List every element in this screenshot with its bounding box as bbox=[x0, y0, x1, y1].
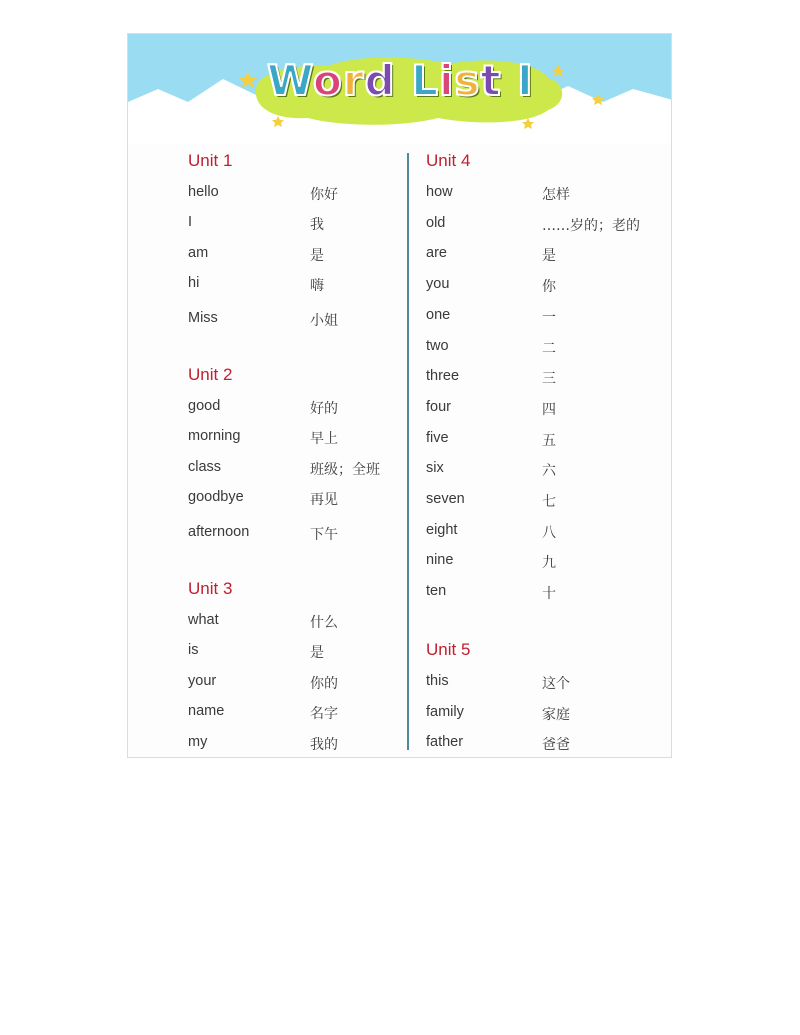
chinese-meaning: 这个 bbox=[542, 676, 570, 692]
english-word: am bbox=[188, 244, 209, 261]
chinese-meaning: 十 bbox=[542, 586, 556, 603]
chinese-meaning: 是 bbox=[310, 247, 324, 264]
chinese-meaning: ……岁的；老的 bbox=[542, 217, 640, 234]
chinese-meaning: 班级；全班 bbox=[310, 461, 380, 478]
chinese-meaning: 二 bbox=[542, 340, 556, 357]
title-letter: I bbox=[517, 56, 534, 105]
english-word: what bbox=[188, 612, 219, 628]
english-word: goodbye bbox=[188, 489, 244, 506]
chinese-meaning: 你好 bbox=[310, 187, 338, 203]
english-word: class bbox=[188, 458, 222, 475]
english-word: you bbox=[426, 276, 450, 293]
title-letter: o bbox=[313, 56, 343, 105]
english-word: three bbox=[426, 368, 460, 385]
chinese-meaning: 再见 bbox=[310, 492, 338, 509]
chinese-meaning: 我 bbox=[310, 217, 324, 234]
english-word: hi bbox=[188, 275, 200, 292]
page-title bbox=[128, 56, 672, 105]
english-word: family bbox=[426, 703, 464, 720]
english-word: nine bbox=[426, 552, 454, 569]
chinese-meaning: 六 bbox=[542, 463, 556, 480]
english-word: is bbox=[188, 642, 199, 659]
chinese-meaning: 下午 bbox=[310, 526, 338, 543]
english-word: six bbox=[426, 460, 444, 477]
english-word: how bbox=[426, 184, 453, 200]
english-word: one bbox=[426, 306, 451, 323]
chinese-meaning: 五 bbox=[542, 432, 556, 449]
word-list-page bbox=[127, 33, 672, 758]
unit-title: Unit 1 bbox=[188, 151, 233, 170]
title-letter: s bbox=[454, 56, 481, 105]
chinese-meaning: 早上 bbox=[310, 431, 338, 448]
chinese-meaning: 四 bbox=[542, 401, 556, 418]
title-letter: W bbox=[267, 56, 314, 105]
english-word: father bbox=[426, 734, 464, 751]
chinese-meaning: 三 bbox=[542, 371, 556, 388]
english-word: afternoon bbox=[188, 523, 250, 540]
unit-title: Unit 2 bbox=[188, 365, 233, 384]
english-word: are bbox=[426, 245, 447, 262]
english-word: five bbox=[426, 429, 449, 446]
title-letter: t bbox=[480, 56, 502, 105]
title-letter: d bbox=[364, 56, 396, 105]
english-word: this bbox=[426, 673, 449, 689]
english-word: two bbox=[426, 337, 449, 354]
chinese-meaning: 你的 bbox=[310, 675, 338, 692]
chinese-meaning: 九 bbox=[542, 555, 556, 572]
english-word: I bbox=[188, 214, 193, 231]
chinese-meaning: 什么 bbox=[310, 615, 338, 631]
english-word: morning bbox=[188, 428, 241, 445]
chinese-meaning: 小姐 bbox=[310, 312, 338, 329]
title-letter: r bbox=[342, 56, 365, 105]
english-word: name bbox=[188, 703, 225, 720]
title-letter: L bbox=[411, 56, 440, 105]
english-word: your bbox=[188, 672, 217, 689]
chinese-meaning: 一 bbox=[542, 309, 556, 326]
column-divider bbox=[407, 153, 409, 750]
chinese-meaning: 七 bbox=[542, 494, 556, 510]
chinese-meaning: 我的 bbox=[310, 736, 338, 753]
chinese-meaning: 嗨 bbox=[310, 278, 324, 295]
english-word: my bbox=[188, 733, 208, 750]
english-word: Miss bbox=[188, 309, 218, 326]
chinese-meaning: 名字 bbox=[310, 706, 338, 723]
chinese-meaning: 你 bbox=[542, 279, 556, 296]
title-letter bbox=[502, 56, 518, 105]
chinese-meaning: 怎样 bbox=[542, 187, 570, 203]
english-word: good bbox=[188, 398, 221, 414]
chinese-meaning: 爸爸 bbox=[542, 737, 570, 754]
english-word: ten bbox=[426, 583, 447, 600]
chinese-meaning: 家庭 bbox=[542, 706, 570, 723]
chinese-meaning: 是 bbox=[542, 248, 556, 265]
title-letter: i bbox=[439, 56, 455, 105]
unit-title: Unit 5 bbox=[426, 640, 471, 659]
english-word: eight bbox=[426, 521, 458, 538]
english-word: hello bbox=[188, 184, 219, 200]
english-word: old bbox=[426, 214, 446, 231]
chinese-meaning: 是 bbox=[310, 645, 324, 662]
chinese-meaning: 八 bbox=[542, 524, 556, 541]
english-word: seven bbox=[426, 491, 465, 507]
english-word: four bbox=[426, 398, 451, 415]
title-letter bbox=[396, 56, 412, 105]
unit-title: Unit 4 bbox=[426, 151, 471, 170]
chinese-meaning: 好的 bbox=[310, 401, 338, 417]
unit-title: Unit 3 bbox=[188, 579, 233, 598]
